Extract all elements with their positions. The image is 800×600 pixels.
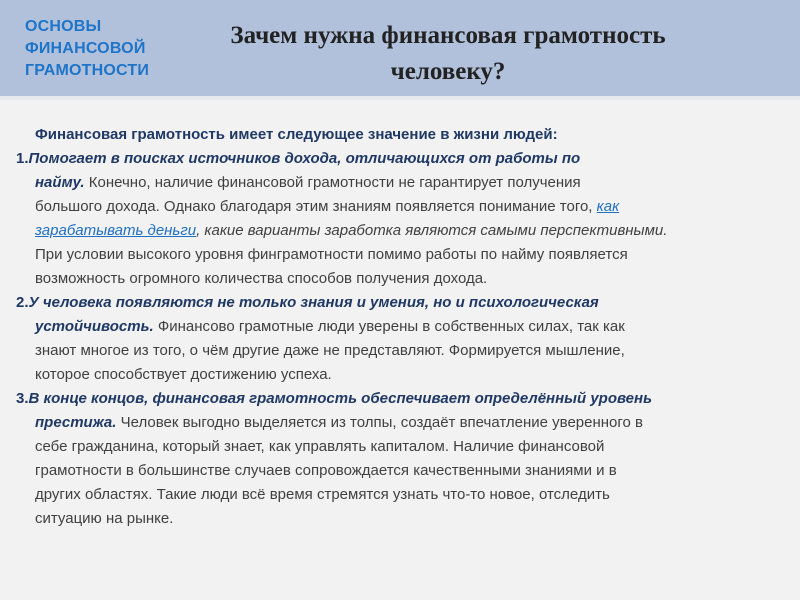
item-1-line-1 — [16, 147, 794, 171]
item-3-line-5 — [16, 483, 794, 507]
item-3-heading-line-2: престижа. — [35, 414, 117, 431]
item-2-heading-line-1: У человека появляются не только знания и умения, но и психологическая — [28, 294, 599, 311]
item-1-text-line-3: большого дохода. Однако благодаря этим знаниям появляется понимание того, — [35, 198, 597, 215]
item-1-heading-line-2: найму. — [35, 174, 85, 191]
slide-body — [16, 123, 794, 531]
intro-line — [16, 123, 794, 147]
item-1-text-line-5: При условии высокого уровня финграмотности помимо работы по найму появляется — [35, 246, 628, 263]
item-3-text-line-5: других областях. Такие люди всё время стремятся узнать что-то новое, отследить — [35, 486, 610, 503]
item-3-line-4 — [16, 459, 794, 483]
item-3-text-line-4: грамотности в большинстве случаев сопровождается качественными знаниями и в — [35, 462, 617, 479]
item-2-line-3 — [16, 339, 794, 363]
item-3-text-line-2: Человек выгодно выделяется из толпы, создаёт впечатление уверенного в — [116, 414, 644, 431]
item-1-text-line-2: Конечно, наличие финансовой грамотности не гарантирует получения — [84, 174, 581, 191]
item-1-heading-line-1: Помогает в поисках источников дохода, отличающихся от работы по — [28, 150, 581, 167]
item-2-text-line-4: которое способствует достижению успеха. — [35, 366, 332, 383]
intro-text: Финансовая грамотность имеет следующее значение в жизни людей: — [35, 126, 558, 143]
header-divider — [0, 96, 800, 100]
brand-line-3: ГРАМОТНОСТИ — [25, 62, 150, 79]
item-1-text-line-4: , какие варианты заработка являются самыми перспективными. — [196, 222, 668, 239]
brand-line-1: ОСНОВЫ — [25, 18, 102, 35]
earn-money-link-part-2[interactable]: зарабатывать деньги — [35, 222, 197, 239]
header-bar — [0, 0, 800, 96]
item-1-line-3 — [16, 195, 794, 219]
item-2-number: 2. — [16, 294, 29, 311]
brand-logo-text — [25, 16, 149, 82]
item-2-line-1 — [16, 291, 794, 315]
item-3-line-2 — [16, 411, 794, 435]
item-1-line-5 — [16, 243, 794, 267]
item-3-line-6 — [16, 507, 794, 531]
item-3-line-3 — [16, 435, 794, 459]
item-3-heading-line-1: В конце концов, финансовая грамотность обеспечивает определённый уровень — [28, 390, 652, 407]
item-2-text-line-3: знают многое из того, о чём другие даже не представляют. Формируется мышление, — [35, 342, 625, 359]
item-1-line-6 — [16, 267, 794, 291]
item-1-text-line-6: возможность огромного количества способов получения дохода. — [35, 270, 488, 287]
item-1-line-4 — [16, 219, 794, 243]
slide-title — [168, 18, 728, 90]
item-3-text-line-6: ситуацию на рынке. — [35, 510, 174, 527]
brand-line-2: ФИНАНСОВОЙ — [25, 40, 146, 57]
item-3-line-1 — [16, 387, 794, 411]
item-1-line-2 — [16, 171, 794, 195]
item-2-line-2 — [16, 315, 794, 339]
item-1-number: 1. — [16, 150, 29, 167]
item-2-text-line-2: Финансово грамотные люди уверены в собственных силах, так как — [153, 318, 625, 335]
item-3-text-line-3: себе гражданина, который знает, как управлять капиталом. Наличие финансовой — [35, 438, 605, 455]
item-2-heading-line-2: устойчивость. — [35, 318, 154, 335]
earn-money-link-part-1[interactable]: как — [596, 198, 620, 215]
item-3-number: 3. — [16, 390, 29, 407]
slide-title-line-2: человеку? — [390, 58, 506, 85]
item-2-line-4 — [16, 363, 794, 387]
slide-title-line-1: Зачем нужна финансовая грамотность — [230, 22, 666, 49]
